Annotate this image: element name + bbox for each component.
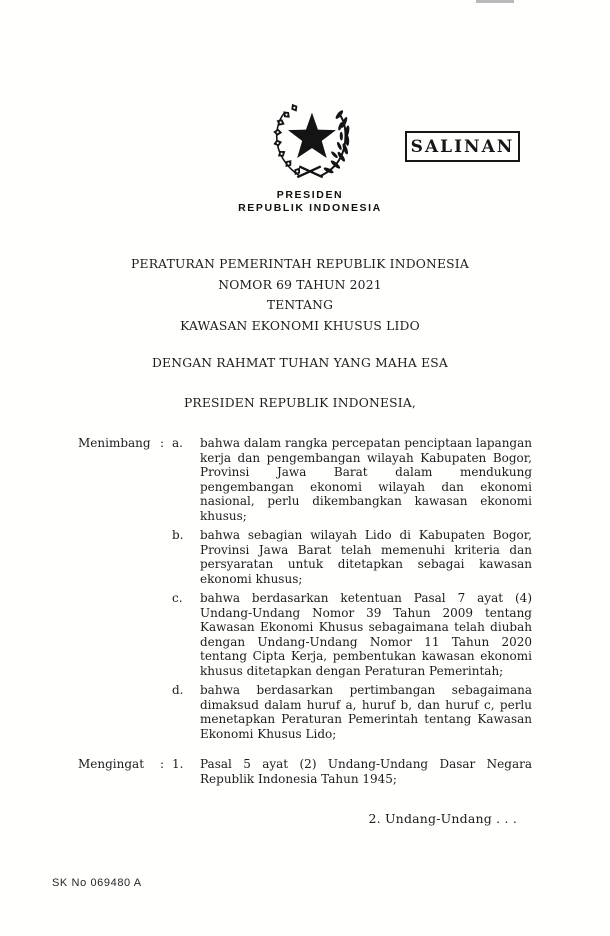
continuation-note: 2. Undang-Undang . . . xyxy=(368,811,517,826)
scan-artifact-line xyxy=(476,0,514,3)
footer-document-code: SK No 069480 A xyxy=(52,877,142,889)
item-marker: 1. xyxy=(172,757,184,771)
invocation-line: DENGAN RAHMAT TUHAN YANG MAHA ESA xyxy=(152,356,448,370)
institution-heading xyxy=(215,189,405,215)
issuer-line: PRESIDEN REPUBLIK INDONESIA, xyxy=(183,395,417,410)
regulation-about-label: TENTANG xyxy=(266,298,334,312)
considering-label: Menimbang xyxy=(78,436,151,450)
considering-item xyxy=(78,436,532,523)
rice-stalk-icon xyxy=(323,109,350,174)
item-text: bahwa dalam rangka percepatan penciptaan lapangan kerja dan pengembangan wilayah Kabupaten Bogor, Provinsi Jawa Barat dalam mendukung pengembangan ekonomi wilayah dan ekonomi nasional, perlu dikembangkan kawasan ekonomi khusus; xyxy=(200,436,532,523)
institution-line2: REPUBLIK INDONESIA xyxy=(238,202,382,214)
item-text: Pasal 5 ayat (2) Undang-Undang Dasar Negara Republik Indonesia Tahun 1945; xyxy=(200,757,532,786)
item-marker: d. xyxy=(172,683,184,697)
institution-line1: PRESIDEN xyxy=(276,189,344,201)
recalling-item xyxy=(78,757,532,786)
title-block xyxy=(0,254,600,413)
regulation-number: NOMOR 69 TAHUN 2021 xyxy=(218,277,382,292)
presidential-emblem-icon xyxy=(259,97,361,187)
item-text: bahwa berdasarkan ketentuan Pasal 7 ayat (4) Undang-Undang Nomor 39 Tahun 2009 tentang Kawasan Ekonomi Khusus sebagaimana telah diubah dengan Undang-Undang Nomor 11 Tahun 2020 tentang Cipta Kerja, pembentukan kawasan ekonomi khusus ditetapkan dengan Peraturan Pemerintah; xyxy=(200,591,532,678)
item-marker: a. xyxy=(172,436,183,450)
regulation-type: PERATURAN PEMERINTAH REPUBLIK INDONESIA xyxy=(131,257,469,271)
item-marker: b. xyxy=(172,528,184,542)
item-marker: c. xyxy=(172,591,183,605)
body-block xyxy=(78,436,532,791)
considering-item xyxy=(78,591,532,678)
item-text: bahwa sebagian wilayah Lido di Kabupaten Bogor, Provinsi Jawa Barat telah memenuhi kriteria dan persyaratan untuk ditetapkan sebagai kawasan ekonomi khusus; xyxy=(200,528,532,586)
recalling-separator: : xyxy=(160,757,165,771)
star-icon xyxy=(288,113,336,158)
considering-separator: : xyxy=(160,436,165,450)
salinan-stamp xyxy=(405,131,520,162)
considering-item xyxy=(78,528,532,586)
regulation-subject: KAWASAN EKONOMI KHUSUS LIDO xyxy=(180,318,420,333)
item-text: bahwa berdasarkan pertimbangan sebagaimana dimaksud dalam huruf a, huruf b, dan huruf c, perlu menetapkan Peraturan Pemerintah tentang Kawasan Ekonomi Khusus Lido; xyxy=(200,683,532,741)
recalling-label: Mengingat xyxy=(78,757,145,771)
considering-item xyxy=(78,683,532,741)
salinan-stamp-label: SALINAN xyxy=(410,136,515,157)
